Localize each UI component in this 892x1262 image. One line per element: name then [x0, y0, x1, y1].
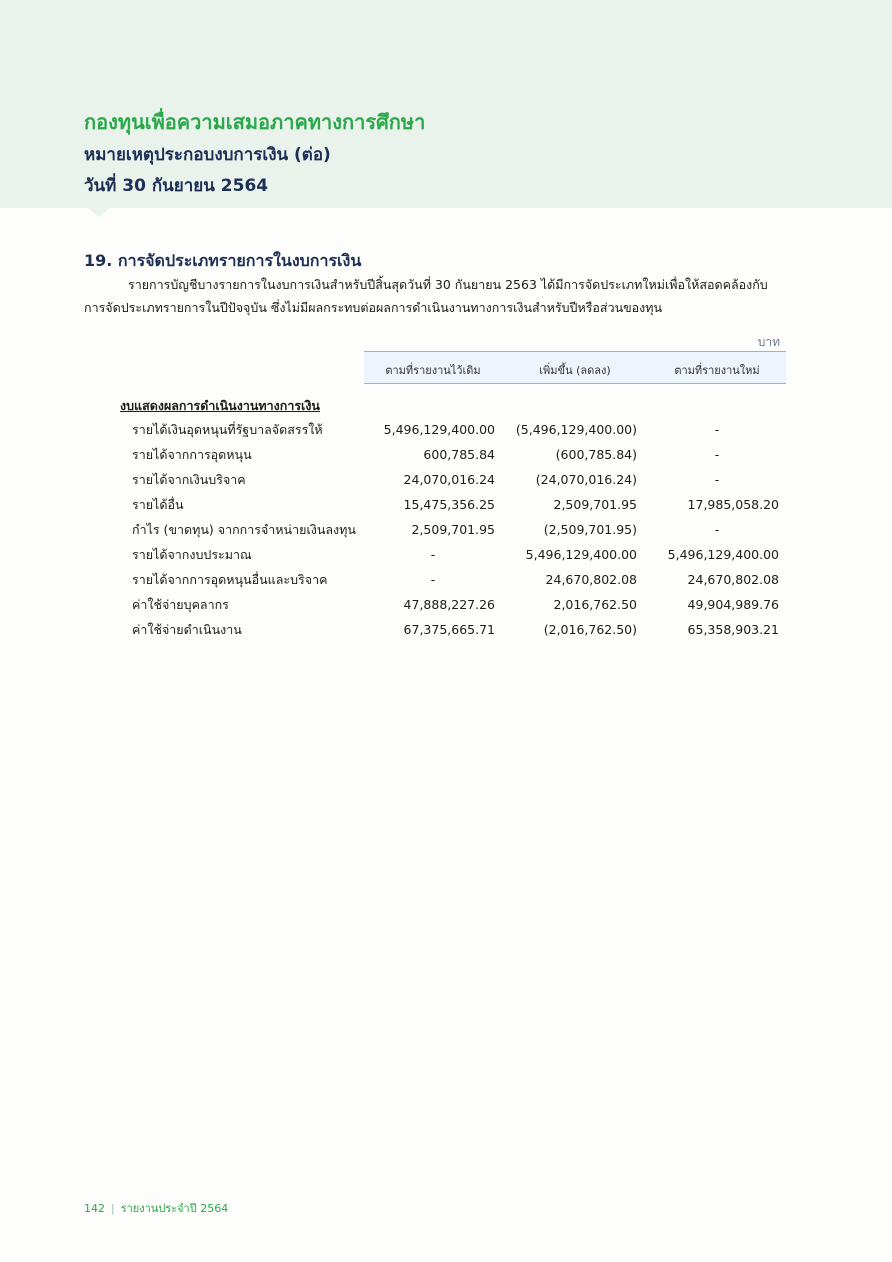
- header-notch: [88, 208, 110, 217]
- row-label: รายได้จากการอุดหนุนอื่นและบริจาค: [132, 572, 328, 587]
- column-header-restated: ตามที่รายงานใหม่: [674, 364, 760, 377]
- value-original: 2,509,701.95: [411, 522, 495, 537]
- value-original: -: [430, 547, 436, 562]
- value-change: 24,670,802.08: [545, 572, 637, 587]
- value-original: 67,375,665.71: [403, 622, 495, 637]
- value-original: 15,475,356.25: [403, 497, 495, 512]
- row-label: รายได้จากการอุดหนุน: [132, 447, 252, 462]
- value-change: (2,016,762.50): [543, 622, 637, 637]
- value-restated: 5,496,129,400.00: [667, 547, 779, 562]
- org-name-title: กองทุนเพื่อความเสมอภาคทางการศึกษา: [84, 110, 426, 134]
- value-restated: -: [714, 522, 720, 537]
- value-change: (600,785.84): [555, 447, 637, 462]
- page-footer: [84, 1199, 228, 1217]
- column-header-band: [364, 351, 786, 384]
- value-original: -: [430, 572, 436, 587]
- value-original: 47,888,227.26: [403, 597, 495, 612]
- table-row: [0, 567, 892, 592]
- value-restated: -: [714, 447, 720, 462]
- value-original: 24,070,016.24: [403, 472, 495, 487]
- column-header-original: ตามที่รายงานไว้เดิม: [385, 364, 481, 377]
- report-name: รายงานประจำปี 2564: [120, 1202, 229, 1215]
- row-label: รายได้จากงบประมาณ: [132, 547, 252, 562]
- row-label: รายได้อื่น: [132, 497, 184, 512]
- value-restated: -: [714, 472, 720, 487]
- value-change: (24,070,016.24): [535, 472, 637, 487]
- table-row: [0, 542, 892, 567]
- statement-title: งบแสดงผลการดำเนินงานทางการเงิน: [120, 398, 320, 413]
- row-label: รายได้เงินอุดหนุนที่รัฐบาลจัดสรรให้: [132, 422, 323, 437]
- table-row: [0, 492, 892, 517]
- value-original: 600,785.84: [423, 447, 495, 462]
- table-row: [0, 592, 892, 617]
- value-original: 5,496,129,400.00: [383, 422, 495, 437]
- currency-unit-label: บาท: [757, 335, 780, 349]
- row-label: ค่าใช้จ่ายดำเนินงาน: [132, 622, 242, 637]
- table-row: [0, 442, 892, 467]
- paragraph-line-2: การจัดประเภทรายการในปีปัจจุบัน ซึ่งไม่มีผลกระทบต่อผลการดำเนินงานทางการเงินสำหรับปีหรือส่วนของทุน: [84, 300, 663, 315]
- value-restated: 65,358,903.21: [687, 622, 779, 637]
- value-change: 5,496,129,400.00: [525, 547, 637, 562]
- column-header-change: เพิ่มขึ้น (ลดลง): [539, 364, 611, 377]
- paragraph-line-1: รายการบัญชีบางรายการในงบการเงินสำหรับปีสิ้นสุดวันที่ 30 กันยายน 2563 ได้มีการจัดประเภทใหม่เพื่อให้สอดคล้องกับ: [128, 277, 768, 292]
- value-restated: 49,904,989.76: [687, 597, 779, 612]
- table-row: [0, 467, 892, 492]
- value-change: 2,016,762.50: [553, 597, 637, 612]
- value-change: 2,509,701.95: [553, 497, 637, 512]
- row-label: รายได้จากเงินบริจาค: [132, 472, 246, 487]
- value-change: (2,509,701.95): [543, 522, 637, 537]
- row-label: ค่าใช้จ่ายบุคลากร: [132, 597, 229, 612]
- section-heading: 19. การจัดประเภทรายการในงบการเงิน: [84, 251, 362, 270]
- value-restated: 17,985,058.20: [687, 497, 779, 512]
- date-line: วันที่ 30 กันยายน 2564: [84, 176, 269, 196]
- footer-separator: |: [111, 1202, 115, 1215]
- value-restated: -: [714, 422, 720, 437]
- doc-title: หมายเหตุประกอบงบการเงิน (ต่อ): [84, 145, 331, 165]
- value-restated: 24,670,802.08: [687, 572, 779, 587]
- table-row: [0, 417, 892, 442]
- table-row: [0, 517, 892, 542]
- row-label: กำไร (ขาดทุน) จากการจำหน่ายเงินลงทุน: [132, 522, 356, 537]
- value-change: (5,496,129,400.00): [515, 422, 637, 437]
- table-row: [0, 617, 892, 642]
- page-number: 142: [84, 1202, 105, 1215]
